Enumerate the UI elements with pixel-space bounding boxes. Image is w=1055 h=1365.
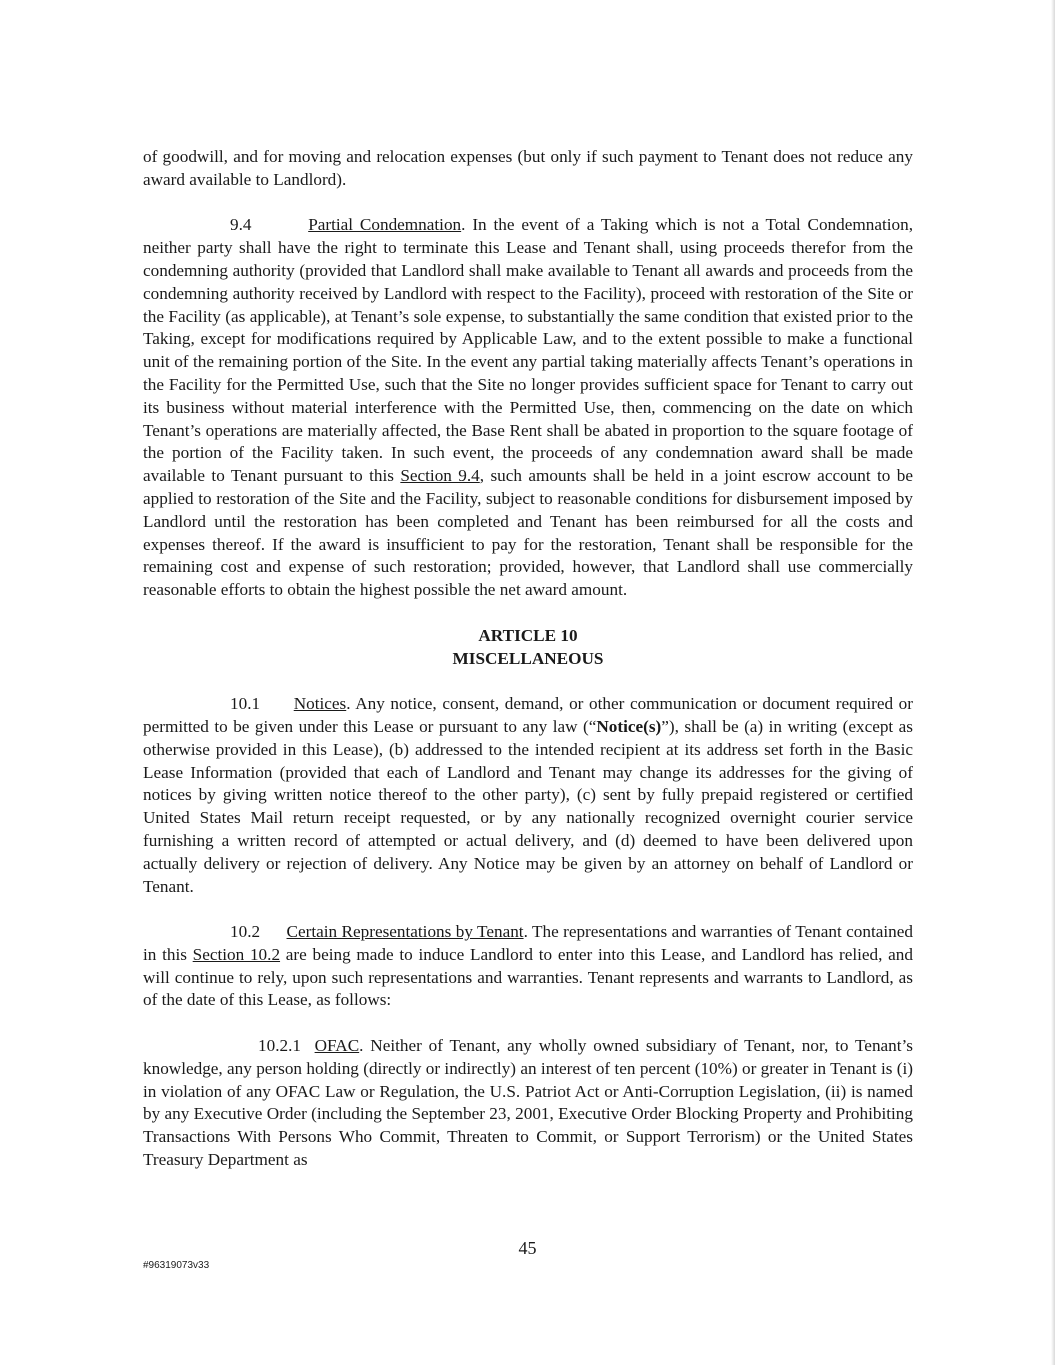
section-heading: Notices xyxy=(293,694,347,714)
section-text: . The representations and warranties of Tenant contained in this xyxy=(143,922,913,964)
page-number: 45 xyxy=(518,1238,537,1258)
section-text: ”), shall be (a) in writing (except as otherwise provided in this Lease), (b) addressed to the intended recipient at its address set forth in the Basic Lease Information (provided that each of Landlord and Tenant may change its addresses for the giving of notices by giving written notice thereof to the other party), (c) sent by fully prepaid registered or certified United States Mail return receipt requested, or by any nationally recognized overnight courier service furnishing a written record of attempted or actual delivery, and (d) deemed to have been delivered upon actually delivery or rejection of delivery. Any Notice may be given by an attorney on behalf of Landlord or Tenant. xyxy=(143,716,913,896)
section-text: . Any notice, consent, demand, or other communication or document required or permitted to be given under this Lease or pursuant to any law (“ xyxy=(143,694,914,736)
section-number: 10.1 xyxy=(230,694,261,714)
section-number: 9.4 xyxy=(230,215,252,235)
document-body xyxy=(143,146,913,1172)
section-text: . In the event of a Taking which is not a Total Condemnation, neither party shall have the right to terminate this Lease and Tenant shall, using proceeds therefor from the condemning authority (provided that Landlord shall make available to Tenant all awards and proceeds from the condemning authority received by Landlord with respect to the Facility), proceed with restoration of the Site or the Facility (as applicable), at Tenant’s sole expense, to substantially the same condition that existed prior to the Taking, except for modifications required by Applicable Law, and to the extent possible to make a functional unit of the remaining portion of the Site. In the event any partial taking materially affects Tenant’s operations in the Facility for the Permitted Use, such that the Site no longer provides sufficient space for Tenant to carry out its business without material interference with the Permitted Use, then, commencing on the date on which Tenant’s operations are materially affected, the Base Rent shall be abated in proportion to the square footage of the portion of the Facility taken. In such event, the proceeds of any condemnation award shall be made available to Tenant pursuant to this xyxy=(143,215,913,486)
section-heading: OFAC xyxy=(314,1036,360,1056)
article-title: MISCELLANEOUS xyxy=(452,648,604,668)
section-heading: Partial Condemnation xyxy=(308,215,462,235)
section-10-2-1 xyxy=(143,1035,913,1172)
article-heading xyxy=(143,625,913,671)
article-number: ARTICLE 10 xyxy=(478,625,578,645)
section-text: , such amounts shall be held in a joint escrow account to be applied to restoration of the Site and the Facility, subject to reasonable conditions for disbursement imposed by Landlord until the restoration has been completed and Tenant has been reimbursed for all the costs and expenses thereof. If the award is insufficient to pay for the restoration, Tenant shall be responsible for the remaining cost and expense of such restoration; provided, however, that Landlord shall use commercially reasonable efforts to obtain the highest possible the net award amount. xyxy=(143,466,913,600)
section-text: are being made to induce Landlord to enter into this Lease, and Landlord has relied, and will continue to rely, upon such representations and warranties. Tenant represents and warrants to Landlord, as of the date of this Lease, as follows: xyxy=(143,944,913,1010)
section-number: 10.2 xyxy=(230,922,261,942)
section-reference: Section 9.4 xyxy=(400,466,480,486)
section-text: . Neither of Tenant, any wholly owned subsidiary of Tenant, nor, to Tenant’s knowledge, any person holding (directly or indirectly) an interest of ten percent (10%) or greater in Tenant is (i) in violation of any OFAC Law or Regulation, the U.S. Patriot Act or Anti-Corruption Legislation, (ii) is named by any Executive Order (including the September 23, 2001, Executive Order Blocking Property and Prohibiting Transactions With Persons Who Commit, Threaten to Commit, or Support Terrorism) or the United States Treasury Department as xyxy=(143,1036,913,1170)
section-9-4 xyxy=(143,214,913,602)
paragraph-continuation: of goodwill, and for moving and relocation expenses (but only if such payment to Tenant does not reduce any award available to Landlord). xyxy=(143,147,913,189)
section-10-1 xyxy=(143,693,913,898)
page-edge-shadow xyxy=(1051,0,1055,1365)
defined-term: Notice(s) xyxy=(596,716,662,736)
section-reference: Section 10.2 xyxy=(192,944,281,964)
section-heading: Certain Representations by Tenant xyxy=(286,922,524,942)
section-number: 10.2.1 xyxy=(258,1036,301,1056)
document-id: #96319073v33 xyxy=(143,1260,210,1271)
section-10-2 xyxy=(143,921,913,1012)
